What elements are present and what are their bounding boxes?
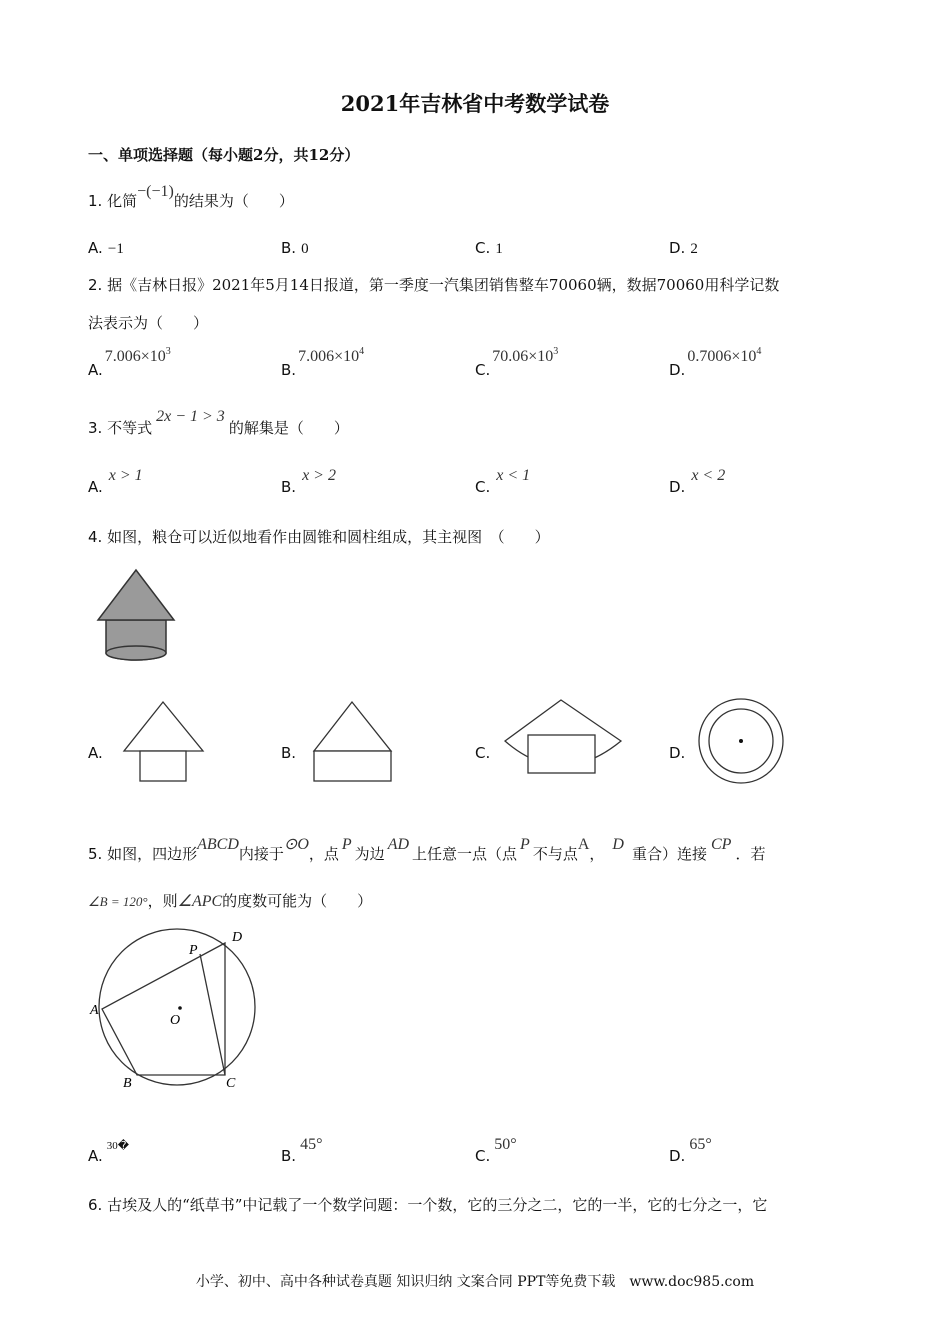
question-text: 不等式 xyxy=(107,419,153,437)
math-expression: AD xyxy=(387,836,410,853)
math-expression: P xyxy=(341,836,352,853)
option-d[interactable]: D. xyxy=(669,744,686,762)
option-a[interactable]: A. xyxy=(88,744,103,762)
point-label-c: C xyxy=(226,1076,236,1091)
option-c[interactable]: C. xyxy=(475,744,491,762)
option-c[interactable]: $C.70.06\times 10^3$ xyxy=(475,346,559,379)
question-number: 5. xyxy=(88,845,103,863)
question-text: 据《吉林日报》2021年5月14日报道，第一季度一汽集团销售整车70060辆，数据70060用科学记数 xyxy=(107,276,780,294)
option-d[interactable]: D. 2 xyxy=(669,239,698,257)
point-label-d: D xyxy=(232,930,243,945)
question-6 xyxy=(88,1194,767,1215)
question-text: 如图，四边形 xyxy=(107,845,198,863)
question-1 xyxy=(88,183,294,211)
question-text: 古埃及人的“纸草书”中记载了一个数学问题：一个数，它的三分之二，它的一半，它的七分之一，它 xyxy=(107,1196,768,1214)
granary-figure xyxy=(90,565,180,665)
math-expression: ⊙O xyxy=(283,836,309,853)
math-expression: ABCD xyxy=(197,836,239,853)
question-text: 重合）连接 xyxy=(631,845,707,863)
question-text: 上任意一点（点 xyxy=(412,845,518,863)
question-text: 的解集是（ ） xyxy=(228,419,349,437)
option-a[interactable]: A.x > 1 xyxy=(88,467,143,496)
question-2 xyxy=(88,274,779,295)
question-text: ， xyxy=(589,845,605,863)
option-c[interactable]: C. 1 xyxy=(475,239,503,257)
math-expression: 2x − 1 > 3 xyxy=(156,408,225,425)
option-c[interactable]: C.50° xyxy=(475,1136,517,1165)
math-expression: −(−1) xyxy=(137,183,174,200)
point-label-o: O xyxy=(170,1013,181,1028)
question-number: 3. xyxy=(88,419,103,437)
question-text: 的结果为（ ） xyxy=(173,192,294,210)
option-b[interactable]: $B.7.006\times 10^4$ xyxy=(281,346,365,379)
option-c-figure xyxy=(503,698,627,782)
math-expression: CP xyxy=(710,836,732,853)
option-b[interactable]: B. xyxy=(281,744,297,762)
question-number: 1. xyxy=(88,192,103,210)
question-4 xyxy=(88,526,550,547)
point-label-a: A xyxy=(90,1003,99,1018)
question-number: 6. xyxy=(88,1196,103,1214)
point-label-b: B xyxy=(123,1076,132,1091)
question-text: 的度数可能为（ ） xyxy=(222,892,373,910)
question-text: 化简 xyxy=(107,192,138,210)
question-number: 2. xyxy=(88,276,103,294)
question-text xyxy=(88,890,372,911)
option-c[interactable]: C.x < 1 xyxy=(475,467,531,496)
question-number: 4. xyxy=(88,528,103,546)
option-d[interactable]: D.65° xyxy=(669,1136,712,1165)
question-text: 不与点 xyxy=(532,845,578,863)
option-b[interactable]: B.45° xyxy=(281,1136,323,1165)
option-b[interactable]: B. 0 xyxy=(281,239,309,257)
math-expression: D xyxy=(612,836,624,853)
option-a[interactable]: $A.7.006\times 10^3$ xyxy=(88,346,171,379)
math-expression: P xyxy=(520,836,530,853)
page-title: 2021年吉林省中考数学试卷 xyxy=(340,91,610,116)
question-text: 如图，粮仓可以近似地看作由圆锥和圆柱组成，其主视图 （ ） xyxy=(107,528,550,546)
option-a[interactable]: A.30� xyxy=(88,1140,130,1165)
option-b-figure xyxy=(312,700,396,784)
question-text: ，点 xyxy=(308,845,339,863)
math-expression: ∠APC xyxy=(177,893,223,910)
point-label-p: P xyxy=(189,943,198,958)
math-expression: ∠B = 120° xyxy=(88,894,148,909)
question-text: 内接于 xyxy=(238,845,284,863)
page-footer: 小学、初中、高中各种试卷真题 知识归纳 文案合同 PPT等免费下载 www.doc985.com xyxy=(195,1274,755,1290)
question-3 xyxy=(88,408,349,438)
math-expression: A xyxy=(577,836,590,853)
option-b[interactable]: B.x > 2 xyxy=(281,467,336,496)
question-5 xyxy=(88,836,766,864)
question-text: 法表示为（ ） xyxy=(88,314,209,332)
option-a[interactable]: A. −1 xyxy=(88,239,124,257)
circle-quadrilateral-figure xyxy=(85,922,275,1097)
option-d-figure xyxy=(697,697,787,787)
option-d[interactable]: D.x < 2 xyxy=(669,467,726,496)
question-text: 为边 xyxy=(354,845,385,863)
option-a-figure xyxy=(122,700,206,784)
option-d[interactable]: $D.0.7006\times 10^4$ xyxy=(669,346,762,379)
section-heading: 一、单项选择题（每小题2分，共12分） xyxy=(88,146,360,164)
question-text: ．若 xyxy=(735,845,766,863)
question-text: ，则 xyxy=(147,892,178,910)
